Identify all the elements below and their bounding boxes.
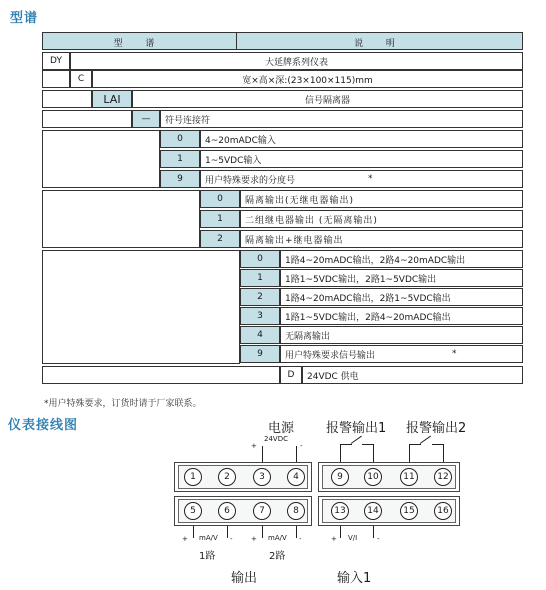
code-input-9: 9	[160, 170, 200, 188]
channel-1-label: 1路	[199, 551, 216, 562]
special-mark-output: *	[452, 349, 457, 359]
wire-in-minus	[373, 526, 374, 538]
code-input-0: 0	[160, 130, 200, 148]
desc-dy: 大延牌系列仪表	[70, 52, 523, 70]
desc-dash: 符号连接符	[160, 110, 523, 128]
special-mark-input: *	[368, 174, 373, 184]
out1-plus: +	[182, 535, 188, 543]
header-model: 型 谱	[113, 39, 165, 49]
wiring-title: 仪表接线图	[8, 418, 79, 433]
wire-out2-minus	[296, 526, 297, 538]
wire-out1-minus	[227, 526, 228, 538]
desc-output-2: 1路4~20mADC输出，2路1~5VDC输出	[280, 288, 523, 306]
blank-input-left	[42, 130, 160, 188]
blank-power-left	[42, 366, 280, 384]
out2-minus: -	[299, 535, 302, 543]
code-input-1: 1	[160, 150, 200, 168]
code-dy: DY	[42, 52, 70, 70]
wire-in-plus	[340, 526, 341, 538]
wire-alarm1-a	[340, 444, 341, 462]
wire-alarm1-b	[373, 444, 374, 462]
wire-alarm2-top-b	[432, 444, 444, 445]
desc-output-3: 1路1~5VDC输出，2路4~20mADC输出	[280, 307, 523, 325]
desc-c: 宽×高×深:(23×100×115)mm	[92, 70, 523, 88]
terminal-14: 14	[364, 502, 382, 520]
terminal-8: 8	[287, 502, 305, 520]
blank-output-left	[42, 250, 240, 364]
desc-lai: 信号隔离器	[132, 90, 523, 108]
in-minus: -	[377, 535, 380, 543]
wire-alarm1-top-b	[362, 444, 374, 445]
blank-dash-left	[42, 110, 132, 128]
relay2-contact-switch	[420, 436, 431, 444]
power-plus: +	[251, 442, 257, 450]
terminal-15: 15	[400, 502, 418, 520]
code-output-0: 0	[240, 250, 280, 268]
wire-power-plus	[262, 446, 263, 462]
terminal-10: 10	[364, 468, 382, 486]
code-output-3: 3	[240, 307, 280, 325]
terminal-11: 11	[400, 468, 418, 486]
terminal-4: 4	[287, 468, 305, 486]
channel-2-label: 2路	[269, 551, 286, 562]
code-output-9: 9	[240, 345, 280, 363]
input-label: 输入1	[337, 571, 372, 586]
desc-output-9: 用户特殊要求信号输出	[280, 345, 523, 363]
terminal-5: 5	[184, 502, 202, 520]
terminal-9: 9	[331, 468, 349, 486]
code-lai: LAI	[92, 90, 132, 108]
code-c: C	[70, 70, 92, 88]
out1-signal: mA/V	[199, 534, 218, 542]
code-dash: —	[132, 110, 160, 128]
desc-output-0: 1路4~20mADC输出，2路4~20mADC输出	[280, 250, 523, 268]
wire-alarm2-b	[443, 444, 444, 462]
desc-input-1: 1~5VDC输入	[200, 150, 523, 168]
wire-alarm2-top-a	[409, 444, 421, 445]
terminal-2: 2	[218, 468, 236, 486]
power-voltage: 24VDC	[264, 435, 288, 443]
desc-relay-1: 二组继电器输出 (无隔离输出)	[240, 210, 523, 228]
code-output-4: 4	[240, 326, 280, 344]
code-relay-2: 2	[200, 230, 240, 248]
wire-out2-plus	[262, 526, 263, 538]
terminal-12: 12	[434, 468, 452, 486]
desc-input-0: 4~20mADC输入	[200, 130, 523, 148]
code-output-1: 1	[240, 269, 280, 287]
terminal-13: 13	[331, 502, 349, 520]
spectrum-title: 型谱	[10, 11, 39, 26]
power-minus: -	[300, 442, 303, 450]
blank-lai-left	[42, 90, 92, 108]
desc-output-4: 无隔离输出	[280, 326, 523, 344]
terminal-3: 3	[253, 468, 271, 486]
desc-output-1: 1路1~5VDC输出，2路1~5VDC输出	[280, 269, 523, 287]
output-label: 输出	[231, 571, 258, 586]
alarm-output-2-label: 报警输出2	[406, 421, 467, 436]
out2-plus: +	[251, 535, 257, 543]
terminal-16: 16	[434, 502, 452, 520]
blank-c-left	[42, 70, 70, 88]
header-description: 说 明	[354, 39, 405, 49]
blank-relay-left	[42, 190, 200, 248]
input-signal: V/I	[348, 534, 358, 542]
out2-signal: mA/V	[268, 534, 287, 542]
in-plus: +	[331, 535, 337, 543]
out1-minus: -	[230, 535, 233, 543]
order-note: *用户特殊要求，订货时请于厂家联系。	[44, 399, 202, 409]
alarm-output-1-label: 报警输出1	[326, 421, 387, 436]
wire-alarm2-a	[409, 444, 410, 462]
desc-relay-2: 隔离输出+继电器输出	[240, 230, 523, 248]
code-relay-0: 0	[200, 190, 240, 208]
code-power: D	[280, 366, 302, 384]
desc-power: 24VDC 供电	[302, 366, 523, 384]
terminal-1: 1	[184, 468, 202, 486]
desc-input-9: 用户特殊要求的分度号	[200, 170, 523, 188]
terminal-7: 7	[253, 502, 271, 520]
wire-alarm1-top-a	[340, 444, 352, 445]
terminal-6: 6	[218, 502, 236, 520]
wire-out1-plus	[193, 526, 194, 538]
code-output-2: 2	[240, 288, 280, 306]
power-label: 电源	[268, 421, 295, 436]
wire-power-minus	[296, 446, 297, 462]
relay1-contact-switch	[351, 436, 362, 444]
desc-relay-0: 隔离输出(无继电器输出)	[240, 190, 523, 208]
code-relay-1: 1	[200, 210, 240, 228]
